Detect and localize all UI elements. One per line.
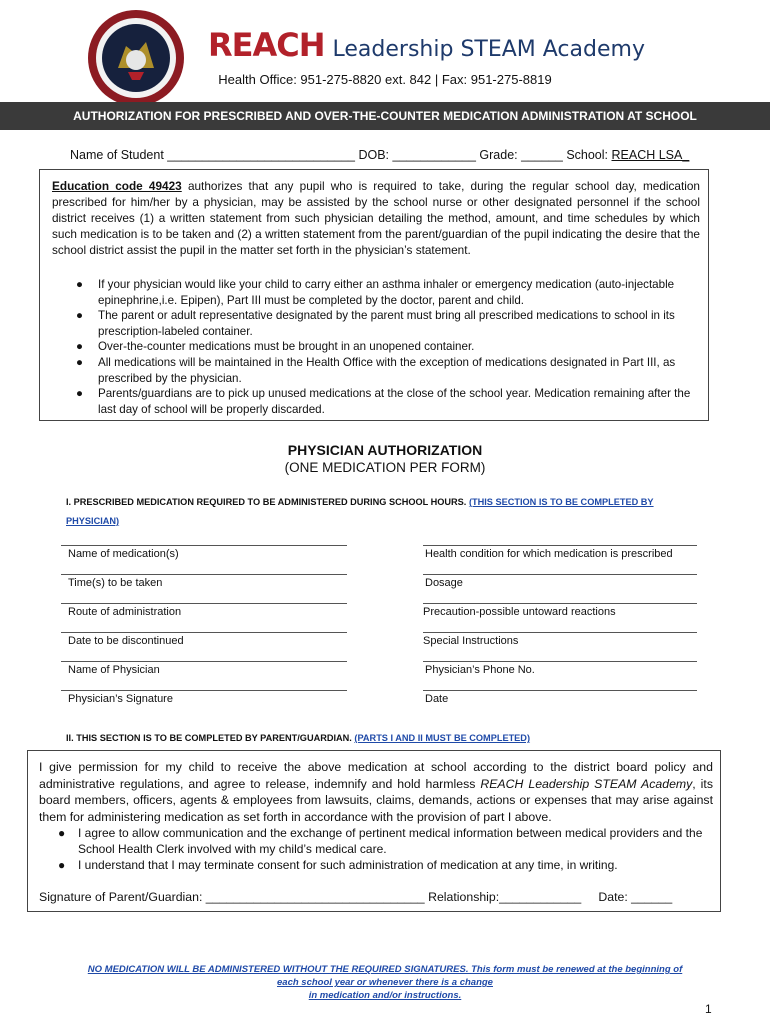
school-value: REACH LSA_: [611, 148, 690, 162]
part2-note: (PARTS I AND II MUST BE COMPLETED): [354, 733, 531, 743]
part1-note: (THIS SECTION IS TO BE COMPLETED BY PHYSICIAN): [66, 497, 654, 526]
bullet-icon: ●: [76, 387, 84, 401]
field-line: [61, 661, 347, 662]
school-label: School:: [566, 148, 609, 162]
field-line: [423, 632, 697, 633]
route-of-administration-field[interactable]: Route of administration: [68, 606, 182, 618]
field-line: [61, 545, 347, 546]
footer-note-line: each school year or whenever there is a change: [277, 977, 493, 988]
footer-note-line: NO MEDICATION WILL BE ADMINISTERED WITHOUT THE REQUIRED SIGNATURES. This form must be renewed at the beginning of: [87, 964, 683, 975]
medication-name-field[interactable]: Name of medication(s): [68, 548, 179, 560]
academy-name-italic: REACH Leadership STEAM Academy: [480, 776, 693, 791]
field-line: [423, 545, 697, 546]
school-seal-logo: [88, 10, 184, 106]
footer-note-line: in medication and/or instructions.: [308, 990, 462, 1001]
list-item: [76, 308, 710, 339]
relationship-field[interactable]: Relationship:____________: [428, 890, 582, 904]
parent-date-field[interactable]: Date: ______: [598, 890, 673, 904]
physician-authorization-title: PHYSICIAN AUTHORIZATION: [287, 442, 483, 458]
field-line: [61, 690, 347, 691]
physician-name-field[interactable]: Name of Physician: [68, 664, 160, 676]
intro-bullet-list: [76, 277, 710, 417]
bullet-icon: ●: [76, 278, 84, 291]
special-instructions-field[interactable]: Special Instructions: [423, 635, 519, 647]
bullet-text: Parents/guardians are to pick up unused medications at the close of the school year. Medication remaining after the last day of school will be properly discarded.: [98, 387, 691, 416]
permission-text-b: , its board members, officers, agents & employees from lawsuits, claims, demands, actions or expenses that may arise against them for administering medication as set forth in accordance with the provision of part I above.: [39, 776, 713, 824]
physician-phone-field[interactable]: Physician’s Phone No.: [425, 664, 535, 676]
parent-permission-paragraph: [39, 759, 713, 825]
bullet-text: If your physician would like your child to carry either an asthma inhaler or emergency medication (auto-injectable epinephrine,i.e. Epipen), Part III must be completed by the doctor, parent and child.: [98, 278, 675, 307]
grade-field[interactable]: Grade: ______: [479, 148, 563, 162]
education-code-paragraph: [52, 178, 700, 258]
dob-field[interactable]: DOB: ____________: [358, 148, 476, 162]
field-line: [61, 574, 347, 575]
bullet-icon: ●: [76, 309, 84, 323]
student-name-field[interactable]: Name of Student ___________________________: [70, 148, 355, 162]
student-info-line: [70, 148, 689, 162]
bullet-text: All medications will be maintained in the Health Office with the exception of medications designated in Part III, as prescribed by the physician.: [98, 355, 676, 385]
brand-subtitle: Leadership STEAM Academy: [332, 37, 645, 62]
part1-heading: [66, 493, 706, 531]
part2-heading: [66, 733, 530, 743]
parent-bullet-list: [58, 825, 713, 874]
part1-heading-text: I. PRESCRIBED MEDICATION REQUIRED TO BE ADMINISTERED DURING SCHOOL HOURS.: [66, 497, 467, 507]
list-item: [76, 277, 710, 308]
times-to-be-taken-field[interactable]: Time(s) to be taken: [68, 577, 163, 589]
field-line: [423, 603, 697, 604]
field-line: [423, 574, 697, 575]
precaution-field[interactable]: Precaution-possible untoward reactions: [423, 606, 616, 618]
brand-reach: REACH: [208, 26, 325, 64]
physician-signature-field[interactable]: Physician’s Signature: [68, 693, 173, 705]
brand-name: [208, 26, 645, 66]
field-line: [61, 632, 347, 633]
required-signatures-note: [0, 963, 770, 1002]
bullet-text: I agree to allow communication and the exchange of pertinent medical information between medical providers and the School Health Clerk involved with my child’s medical care.: [78, 826, 703, 857]
parent-signature-field[interactable]: Signature of Parent/Guardian: ________________________________: [39, 890, 425, 904]
list-item: [76, 339, 710, 355]
field-line: [423, 661, 697, 662]
health-condition-field[interactable]: Health condition for which medication is prescribed: [425, 548, 673, 560]
bullet-text: Over-the-counter medications must be brought in an unopened container.: [98, 340, 475, 354]
bullet-text: The parent or adult representative designated by the parent must bring all prescribed medications to school in its prescription-labeled container.: [98, 309, 675, 338]
field-line: [61, 603, 347, 604]
list-item: [76, 386, 710, 417]
bullet-text: I understand that I may terminate consent for such administration of medication at any time, in writing.: [78, 858, 618, 873]
health-office-contact: Health Office: 951-275-8820 ext. 842 | Fax: 951-275-8819: [218, 72, 552, 87]
bullet-icon: ●: [76, 355, 84, 369]
bullet-icon: ●: [58, 826, 66, 840]
form-title-banner: AUTHORIZATION FOR PRESCRIBED AND OVER-THE-COUNTER MEDICATION ADMINISTRATION AT SCHOOL: [0, 102, 770, 130]
list-item: [58, 857, 713, 873]
date-discontinued-field[interactable]: Date to be discontinued: [68, 635, 184, 647]
part2-heading-text: II. THIS SECTION IS TO BE COMPLETED BY PARENT/GUARDIAN.: [66, 733, 352, 743]
education-code: Education code 49423: [52, 179, 182, 193]
physician-authorization-subtitle: (ONE MEDICATION PER FORM): [284, 460, 486, 475]
physician-date-field[interactable]: Date: [425, 693, 449, 705]
parent-signature-line: [39, 890, 672, 904]
dosage-field[interactable]: Dosage: [425, 577, 463, 589]
list-item: [58, 825, 713, 857]
field-line: [423, 690, 697, 691]
education-code-text: authorizes that any pupil who is required to take, during the regular school day, medication prescribed for him/her by a physician, may be assisted by the school nurse or other designated personnel if the school district receives (1) a written statement from such physician detailing the method, amount, and time schedules by which such medication is to be taken and (2) a written statement from the parent/guardian of the pupil indicating the desire that the school district assist the pupil in the matter set forth in the physician’s statement.: [52, 179, 700, 257]
list-item: [76, 355, 710, 386]
page-number: 1: [705, 1002, 712, 1016]
bullet-icon: ●: [76, 340, 84, 354]
bullet-icon: ●: [58, 858, 66, 873]
permission-text-a: I give permission for my child to receive the above medication at school according to the district board policy and administrative regulations, and agree to release, indemnify and hold harmless: [39, 760, 713, 791]
